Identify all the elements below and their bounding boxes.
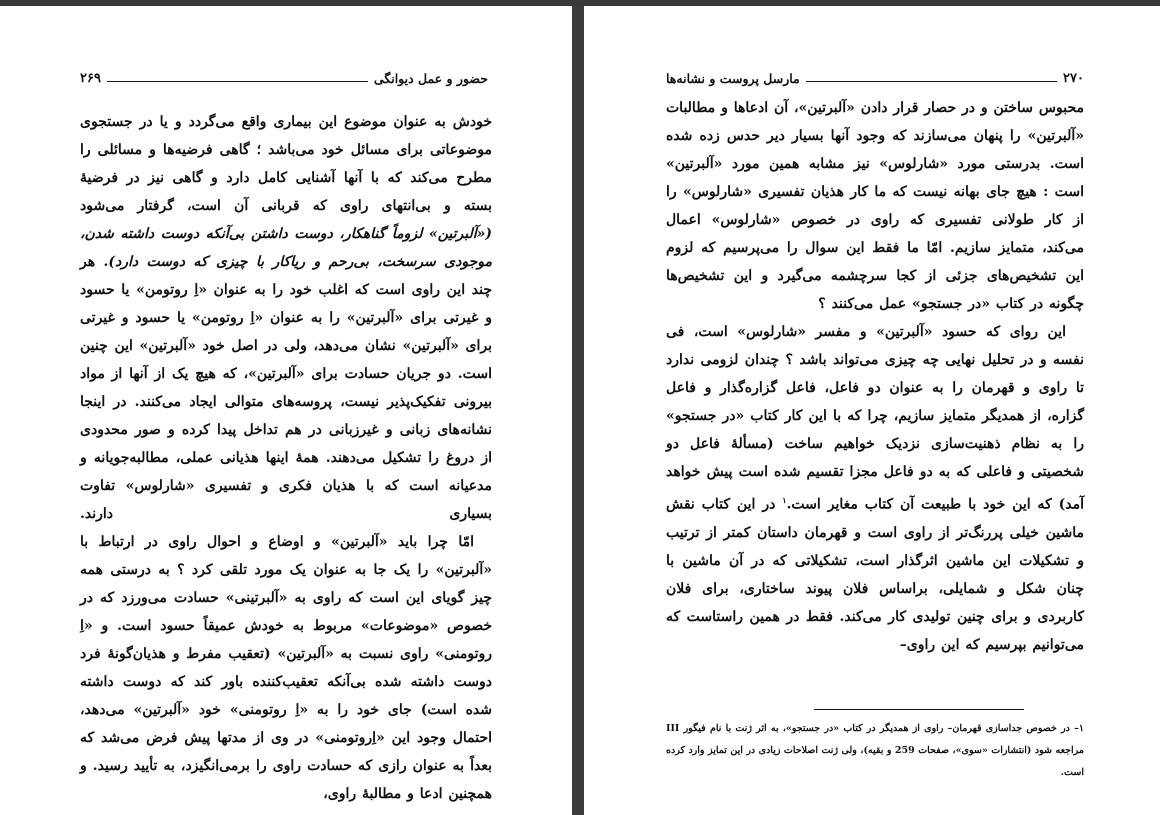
- left-page: [0, 6, 572, 815]
- header-rule: [806, 81, 1057, 82]
- page-gutter: [572, 6, 584, 815]
- running-title: حضور و عمل دیوانگی: [373, 70, 488, 86]
- page-number: ۲۷۰: [1063, 70, 1084, 86]
- running-title: مارسل پروست و نشانه‌ها: [666, 70, 800, 86]
- italic-quote: («آلبرتین» لزوماً گناهکار، دوست داشتن بی‌آنکه دوست داشته شدن، موجودی سرسخت، بی‌رحم و ریاکار با چیزی که دوست دارد): [80, 226, 492, 270]
- body-paragraph: این روای که حسود «آلبرتین» و مفسر «شارلوس» است، فی نفسه و در تحلیل نهایی چه چیزی می‌تواند باشد ؟ چندان لزومی ندارد تا راوی و قهرمان را به عنوان دو فاعل، فاعل گزاره‌گذار و فاعل گزاره، از همدیگر متمایز سازیم، چرا که با این کار کتاب «در جستجو» را به نظام ذهنیت‌سازی نزدیک خواهیم ساخت (مسألهٔ فاعل دو شخصیتی و فاعلی که به دو فاعل مجزا تقسیم شده است پیش خواهد آمد) که این خود با طبیعت آن کتاب مغایر است.$^۱$ در این کتاب نقش ماشین خیلی پررنگ‌تر از راوی است و قهرمان داستان کمتر از ترتیب و تشکیلات این ماشین اثرگذار است، تشکیلاتی که در آن ماشین با چنان شکل و شمایلی، براساس فلان پیوند ساختاری، برای فلان کاربردی و برای چنین تولیدی کار می‌کند. فقط در همین راستاست که می‌توانیم بپرسیم که این راوی–: [666, 324, 1085, 653]
- footnote: ۱– در خصوص جداسازی قهرمان– راوی از همدیگر در کتاب «در جستجو»، به اثر ژنت با نام فیگور III مراجعه شود (انتشارات «سوی»، صفحات 259 و بقیه)، ولی ژنت اصلاحات زیادی در این تمایز وارد کرده است.: [666, 723, 1084, 778]
- body-paragraph: امّا چرا باید «آلبرتین» و اوضاع و احوال راوی در ارتباط با «آلبرتین» را یک جا به عنوان یک مورد تلقی کرد ؟ به درستی همه چیز گویای این است که راوی به «آلبرتینی» حسادت می‌ورزد که در خصوص «موضوعات» مربوط به خودش عمیقاً حسود است. و «اِ روتومنی» راوی نسبت به «آلبرتین» (تعقیب مفرط و هذیان‌گونهٔ فرد دوست داشته شده بی‌آنکه تعقیب‌کننده باور کند که دوست داشته شده است) جای خود را به «اِ روتومنی» خود «آلبرتین» می‌دهد، احتمال وجود این «اِروتومنی» در وی از مدتها پیش فرض می‌شد که بعداً به عنوان رازی که حسادت راوی را برمی‌انگیزد، به تأیید رسید. و همچنین ادعا و مطالبهٔ راوی،: [80, 534, 492, 802]
- left-page-body: [80, 108, 492, 808]
- header-rule: [107, 81, 368, 82]
- left-page-header: [80, 68, 488, 88]
- right-page-body: [666, 94, 1084, 659]
- right-page: [584, 6, 1160, 815]
- page-number: ۲۶۹: [80, 70, 101, 86]
- body-paragraph: محبوس ساختن و در حصار قرار دادن «آلبرتین»، آن ادعاها و مطالبات «آلبرتین» را پنهان می‌سازند که وجود آنها بسیار دیر حدس زده شده است. بدرستی مورد «شارلوس» نیز مشابه همین مورد «آلبرتین» است : هیچ جای بهانه نیست که ما کار هذیان تفسیری «شارلوس» را از کار طولانی تفسیری که راوی در خصوص «شارلوس» اعمال می‌کند، متمایز سازیم. امّا ما فقط این سوال را می‌پرسیم که لزوم این تشخیص‌های جزئی از کجا سرچشمه می‌گیرد و این تشخیص‌ها چگونه در کتاب «در جستجو» عمل می‌کنند ؟: [666, 100, 1084, 312]
- body-paragraph: خودش به عنوان موضوع این بیماری واقع می‌گردد و یا در جستجوی موضوعاتی برای مسائل خود می‌باشد ؛ گاهی فرضیه‌ها و مسائلی را مطرح می‌کند که با آنها آشنایی کامل دارد و گاهی نیز در فرضیهٔ بسته و بی‌انتهای راوی که قربانی آن است، گرفتار می‌شود («آلبرتین» لزوماً گناهکار، دوست داشتن بی‌آنکه دوست داشته شدن، موجودی سرسخت، بی‌رحم و ریاکار با چیزی که دوست دارد). هر چند این راوی است که اغلب خود را به عنوان «اِ روتومن» یا حسود و غیرتی برای «آلبرتین» را به عنوان «اِ روتومن» یا حسود و غیرتی برای «آلبرتین» نشان می‌دهد، ولی در اصل خود «آلبرتین» این چنین است. دو جریان حسادت برای «آلبرتین»، که هیچ یک از آنها از مواد بیرونی تفکیک‌پذیر نیست، پروسه‌های متوالی ایجاد می‌کنند. در اینجا نشانه‌های زبانی و غیرزبانی در هم تداخل پیدا کرده و صور محدودی از دروغ را تشکیل می‌دهند. همهٔ اینها هذیانی عملی، مطالبه‌جویانه و مدعیانه است که با هذیان فکری و تفسیری «شارلوس» تفاوت بسیاری دارند.: [80, 114, 492, 522]
- footnote-marker: ۱: [782, 495, 787, 505]
- footnote-rule: [814, 709, 1024, 710]
- right-page-header: [666, 68, 1084, 88]
